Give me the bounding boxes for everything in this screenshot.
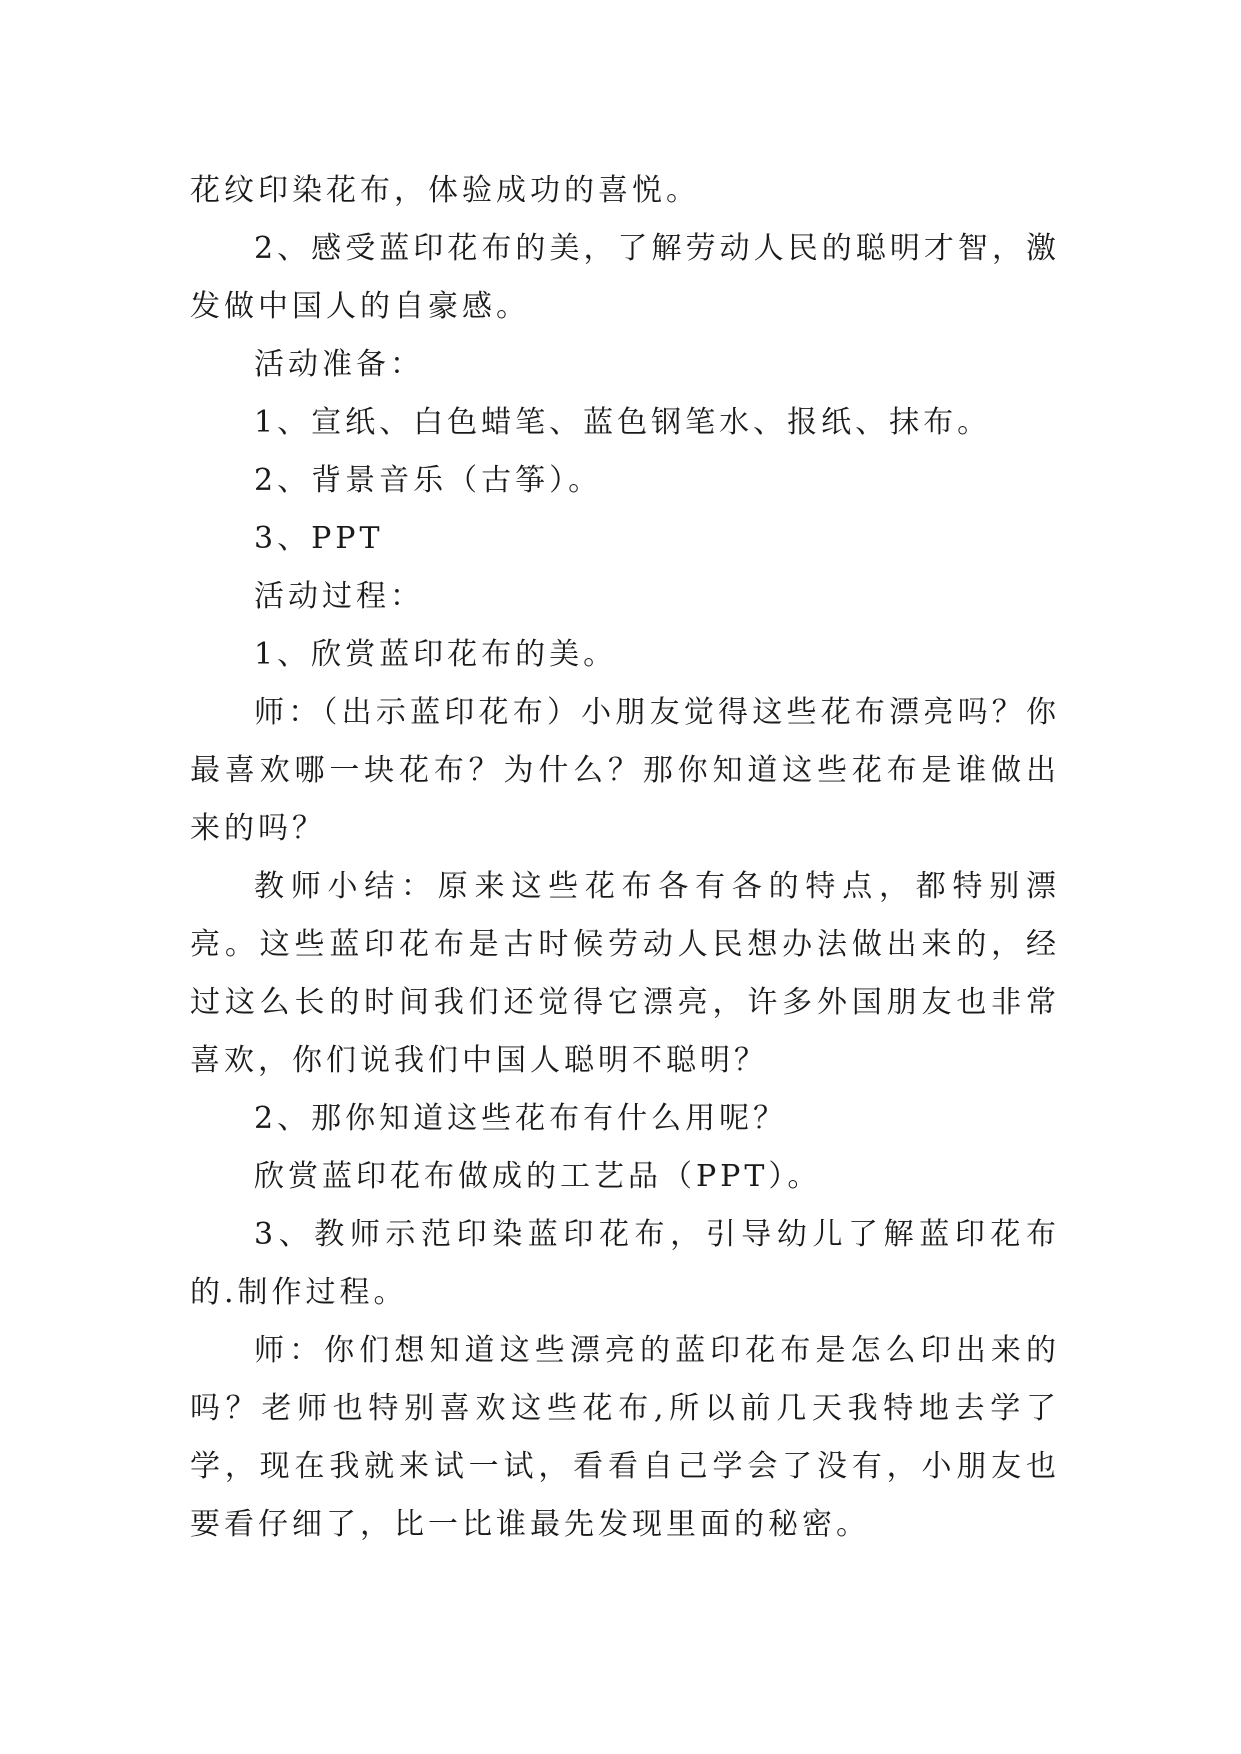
paragraph-14: 师：你们想知道这些漂亮的蓝印花布是怎么印出来的吗？老师也特别喜欢这些花布,所以前几天我特地去学了学，现在我就来试一试，看看自己学会了没有，小朋友也要看仔细了，比一比谁最先发现里面的秘密。 xyxy=(190,1333,1060,1542)
paragraph-5: 2、背景音乐（古筝）。 xyxy=(254,463,603,498)
paragraph-4: 1、宣纸、白色蜡笔、蓝色钢笔水、报纸、抹布。 xyxy=(254,405,992,440)
paragraph-2: 2、感受蓝印花布的美，了解劳动人民的聪明才智，激发做中国人的自豪感。 xyxy=(190,231,1060,324)
paragraph-12: 欣赏蓝印花布做成的工艺品（PPT）。 xyxy=(254,1159,822,1194)
paragraph-8: 1、欣赏蓝印花布的美。 xyxy=(254,637,618,672)
paragraph-11: 2、那你知道这些花布有什么用呢？ xyxy=(254,1101,788,1136)
paragraph-13: 3、教师示范印染蓝印花布，引导幼儿了解蓝印花布的.制作过程。 xyxy=(190,1217,1060,1310)
section-heading-preparation: 活动准备： xyxy=(254,347,424,382)
section-heading-process: 活动过程： xyxy=(254,579,424,614)
paragraph-10: 教师小结：原来这些花布各有各的特点，都特别漂亮。这些蓝印花布是古时候劳动人民想办法做出来的，经过这么长的时间我们还觉得它漂亮，许多外国朋友也非常喜欢，你们说我们中国人聪明不聪明？ xyxy=(190,869,1060,1078)
document-body xyxy=(190,162,1060,1554)
paragraph-6: 3、PPT xyxy=(254,521,384,556)
paragraph-9: 师：（出示蓝印花布）小朋友觉得这些花布漂亮吗？你最喜欢哪一块花布？为什么？那你知道这些花布是谁做出来的吗？ xyxy=(190,695,1060,846)
paragraph-1: 花纹印染花布，体验成功的喜悦。 xyxy=(190,173,700,208)
